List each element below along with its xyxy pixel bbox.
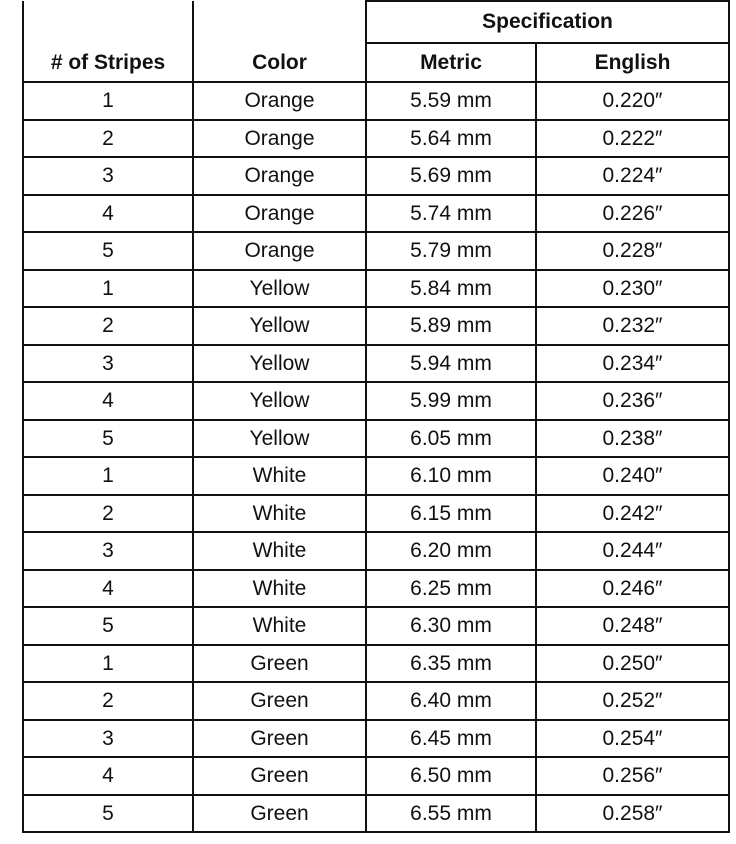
- cell-color: Green: [193, 720, 366, 758]
- cell-color: Yellow: [193, 270, 366, 308]
- cell-stripes: 2: [23, 307, 193, 345]
- header-row-1: [23, 1, 729, 43]
- cell-color: Orange: [193, 195, 366, 233]
- cell-english: 0.226″: [536, 195, 729, 233]
- table-row: [23, 270, 729, 308]
- cell-stripes: 4: [23, 382, 193, 420]
- table-row: [23, 420, 729, 458]
- cell-color: Green: [193, 795, 366, 833]
- cell-english: 0.258″: [536, 795, 729, 833]
- cell-metric: 5.99 mm: [366, 382, 536, 420]
- cell-stripes: 1: [23, 645, 193, 683]
- cell-metric: 6.15 mm: [366, 495, 536, 533]
- table-row: [23, 495, 729, 533]
- cell-metric: 6.35 mm: [366, 645, 536, 683]
- cell-color: White: [193, 532, 366, 570]
- cell-metric: 6.55 mm: [366, 795, 536, 833]
- cell-stripes: 3: [23, 532, 193, 570]
- cell-stripes: 3: [23, 157, 193, 195]
- table-body: [23, 82, 729, 832]
- cell-color: Yellow: [193, 382, 366, 420]
- cell-color: Green: [193, 682, 366, 720]
- cell-metric: 6.45 mm: [366, 720, 536, 758]
- cell-metric: 5.84 mm: [366, 270, 536, 308]
- cell-color: Yellow: [193, 345, 366, 383]
- header-stripes: # of Stripes: [23, 1, 193, 82]
- cell-english: 0.240″: [536, 457, 729, 495]
- cell-english: 0.242″: [536, 495, 729, 533]
- table-row: [23, 232, 729, 270]
- cell-color: Green: [193, 757, 366, 795]
- cell-english: 0.230″: [536, 270, 729, 308]
- table-header: [23, 1, 729, 82]
- cell-color: Orange: [193, 232, 366, 270]
- cell-english: 0.238″: [536, 420, 729, 458]
- cell-metric: 5.69 mm: [366, 157, 536, 195]
- cell-stripes: 5: [23, 420, 193, 458]
- cell-metric: 5.79 mm: [366, 232, 536, 270]
- cell-stripes: 1: [23, 457, 193, 495]
- cell-metric: 5.64 mm: [366, 120, 536, 158]
- cell-english: 0.244″: [536, 532, 729, 570]
- cell-english: 0.250″: [536, 645, 729, 683]
- table-row: [23, 720, 729, 758]
- cell-color: White: [193, 607, 366, 645]
- table-row: [23, 570, 729, 608]
- cell-stripes: 1: [23, 270, 193, 308]
- table-row: [23, 120, 729, 158]
- cell-english: 0.236″: [536, 382, 729, 420]
- cell-stripes: 4: [23, 570, 193, 608]
- cell-color: White: [193, 495, 366, 533]
- cell-english: 0.252″: [536, 682, 729, 720]
- cell-color: Yellow: [193, 307, 366, 345]
- cell-english: 0.222″: [536, 120, 729, 158]
- cell-english: 0.256″: [536, 757, 729, 795]
- cell-english: 0.248″: [536, 607, 729, 645]
- cell-metric: 6.50 mm: [366, 757, 536, 795]
- cell-metric: 5.94 mm: [366, 345, 536, 383]
- cell-english: 0.232″: [536, 307, 729, 345]
- table-row: [23, 307, 729, 345]
- cell-stripes: 2: [23, 495, 193, 533]
- table-row: [23, 82, 729, 120]
- table-row: [23, 795, 729, 833]
- header-color: Color: [193, 1, 366, 82]
- table-row: [23, 682, 729, 720]
- table-row: [23, 532, 729, 570]
- cell-color: Yellow: [193, 420, 366, 458]
- cell-english: 0.234″: [536, 345, 729, 383]
- cell-color: White: [193, 570, 366, 608]
- cell-stripes: 4: [23, 195, 193, 233]
- cell-color: Orange: [193, 157, 366, 195]
- cell-stripes: 3: [23, 720, 193, 758]
- cell-stripes: 2: [23, 120, 193, 158]
- cell-stripes: 2: [23, 682, 193, 720]
- table-row: [23, 607, 729, 645]
- table-row: [23, 345, 729, 383]
- cell-english: 0.254″: [536, 720, 729, 758]
- cell-english: 0.220″: [536, 82, 729, 120]
- table-row: [23, 457, 729, 495]
- cell-metric: 6.25 mm: [366, 570, 536, 608]
- cell-metric: 5.59 mm: [366, 82, 536, 120]
- cell-stripes: 5: [23, 607, 193, 645]
- cell-color: White: [193, 457, 366, 495]
- spec-table: [22, 0, 730, 833]
- cell-stripes: 5: [23, 232, 193, 270]
- table-row: [23, 195, 729, 233]
- header-specification: Specification: [366, 1, 729, 43]
- cell-metric: 6.10 mm: [366, 457, 536, 495]
- table-row: [23, 645, 729, 683]
- cell-stripes: 5: [23, 795, 193, 833]
- cell-color: Orange: [193, 120, 366, 158]
- cell-metric: 5.89 mm: [366, 307, 536, 345]
- cell-stripes: 3: [23, 345, 193, 383]
- cell-english: 0.224″: [536, 157, 729, 195]
- table-row: [23, 757, 729, 795]
- cell-metric: 6.30 mm: [366, 607, 536, 645]
- header-metric: Metric: [366, 43, 536, 82]
- cell-stripes: 4: [23, 757, 193, 795]
- cell-metric: 6.05 mm: [366, 420, 536, 458]
- cell-color: Green: [193, 645, 366, 683]
- cell-metric: 6.20 mm: [366, 532, 536, 570]
- cell-metric: 5.74 mm: [366, 195, 536, 233]
- spec-table-container: [22, 0, 728, 833]
- table-row: [23, 157, 729, 195]
- cell-stripes: 1: [23, 82, 193, 120]
- cell-color: Orange: [193, 82, 366, 120]
- cell-english: 0.228″: [536, 232, 729, 270]
- header-english: English: [536, 43, 729, 82]
- table-row: [23, 382, 729, 420]
- cell-metric: 6.40 mm: [366, 682, 536, 720]
- cell-english: 0.246″: [536, 570, 729, 608]
